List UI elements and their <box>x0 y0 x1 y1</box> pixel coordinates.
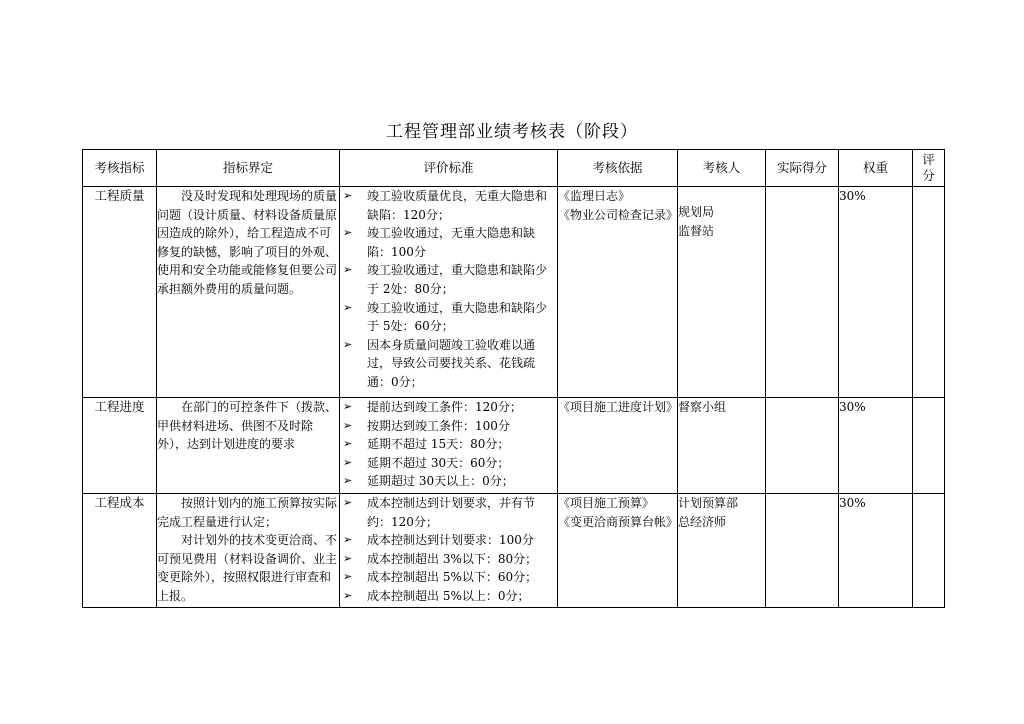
criteria-item: ➢ 延期超过 30天以上：0分； <box>340 472 557 491</box>
criteria-item: ➢ 提前达到竣工条件：120分； <box>340 398 557 417</box>
score-cell <box>913 187 945 398</box>
header-definition: 指标界定 <box>157 150 340 187</box>
weight-cell: 30% <box>839 494 913 608</box>
indicator-cell: 工程进度 <box>83 398 157 494</box>
header-indicator: 考核指标 <box>83 150 157 187</box>
definition-paragraph: 按照计划内的施工预算按实际完成工程量进行认定； <box>157 496 338 529</box>
header-criteria: 评价标准 <box>340 150 558 187</box>
header-row <box>83 150 945 187</box>
criteria-item: ➢ 因本身质量问题竣工验收难以通过，导致公司要找关系、花钱疏通：0分； <box>340 336 557 392</box>
header-actual-score: 实际得分 <box>766 150 839 187</box>
header-score-top: 评 <box>922 152 935 167</box>
definition-cell <box>157 398 340 494</box>
header-basis: 考核依据 <box>558 150 678 187</box>
evaluator-item: 规划局 <box>678 205 715 219</box>
criteria-item: ➢ 竣工验收通过，重大隐患和缺陷少于 2处：80分； <box>340 261 557 298</box>
definition-paragraph: 没及时发现和处理现场的质量问题（设计质量、材料设备质量原因造成的除外），给工程造成不可修复的缺憾，影响了项目的外观、使用和安全功能或能修复但要公司承担额外费用的质量问题。 <box>157 189 338 296</box>
basis-cell <box>558 494 678 608</box>
criteria-item: ➢ 按期达到竣工条件：100分 <box>340 417 557 436</box>
criteria-item: ➢ 延期不超过 15天：80分； <box>340 435 557 454</box>
evaluator-cell <box>678 187 766 398</box>
criteria-item: ➢ 竣工验收通过，重大隐患和缺陷少于 5处：60分； <box>340 299 557 336</box>
evaluator-item: 督察小组 <box>678 400 727 414</box>
indicator-cell: 工程质量 <box>83 187 157 398</box>
actual-score-cell <box>766 187 839 398</box>
basis-item: 《变更洽商预算台帐》 <box>558 514 679 529</box>
criteria-item: ➢ 竣工验收通过，无重大隐患和缺陷：100分 <box>340 224 557 261</box>
weight-cell: 30% <box>839 398 913 494</box>
criteria-item: ➢ 成本控制超出 5%以下：60分； <box>340 568 557 587</box>
criteria-item: ➢ 成本控制达到计划要求：100分 <box>340 531 557 550</box>
definition-paragraph: 在部门的可控条件下（拨款、甲供材料进场、供图不及时除外），达到计划进度的要求 <box>157 400 338 452</box>
basis-item: 《物业公司检查记录》 <box>558 207 679 222</box>
header-weight: 权重 <box>839 150 913 187</box>
criteria-item: ➢ 延期不超过 30天：60分； <box>340 454 557 473</box>
document-title: 工程管理部业绩考核表（阶段） <box>386 122 638 142</box>
basis-cell <box>558 187 678 398</box>
basis-item: 《监理日志》 <box>558 189 631 203</box>
indicator-cell: 工程成本 <box>83 494 157 608</box>
criteria-item: ➢ 竣工验收质量优良，无重大隐患和缺陷：120分； <box>340 187 557 224</box>
table-row <box>83 187 945 398</box>
criteria-cell <box>340 494 558 608</box>
criteria-cell <box>340 187 558 398</box>
table-row <box>83 398 945 494</box>
definition-cell <box>157 494 340 608</box>
criteria-item: ➢ 成本控制超出 5%以上：0分； <box>340 587 557 606</box>
basis-item: 《项目施工进度计划》 <box>558 400 679 414</box>
actual-score-cell <box>766 398 839 494</box>
criteria-list <box>340 398 557 491</box>
header-score-bottom: 分 <box>922 168 935 183</box>
basis-item: 《项目施工预算》 <box>558 496 655 510</box>
evaluator-spacer <box>678 187 765 203</box>
score-cell <box>913 398 945 494</box>
header-evaluator: 考核人 <box>678 150 766 187</box>
table-row <box>83 494 945 608</box>
header-score <box>913 150 945 187</box>
definition-paragraph: 对计划外的技术变更洽商、不可预见费用（材料设备调价、业主变更除外），按照权限进行审查和上报。 <box>157 533 338 603</box>
evaluator-item: 监督站 <box>678 223 715 238</box>
criteria-item: ➢ 成本控制达到计划要求，并有节约：120分； <box>340 494 557 531</box>
evaluator-item: 总经济师 <box>678 514 727 529</box>
criteria-item: ➢ 成本控制超出 3%以下：80分； <box>340 550 557 569</box>
evaluator-cell <box>678 494 766 608</box>
evaluator-item: 计划预算部 <box>678 496 739 510</box>
basis-cell <box>558 398 678 494</box>
evaluator-cell <box>678 398 766 494</box>
weight-cell: 30% <box>839 187 913 398</box>
definition-cell <box>157 187 340 398</box>
assessment-table <box>82 149 945 608</box>
criteria-list <box>340 187 557 392</box>
criteria-list <box>340 494 557 606</box>
criteria-cell <box>340 398 558 494</box>
actual-score-cell <box>766 494 839 608</box>
score-cell <box>913 494 945 608</box>
